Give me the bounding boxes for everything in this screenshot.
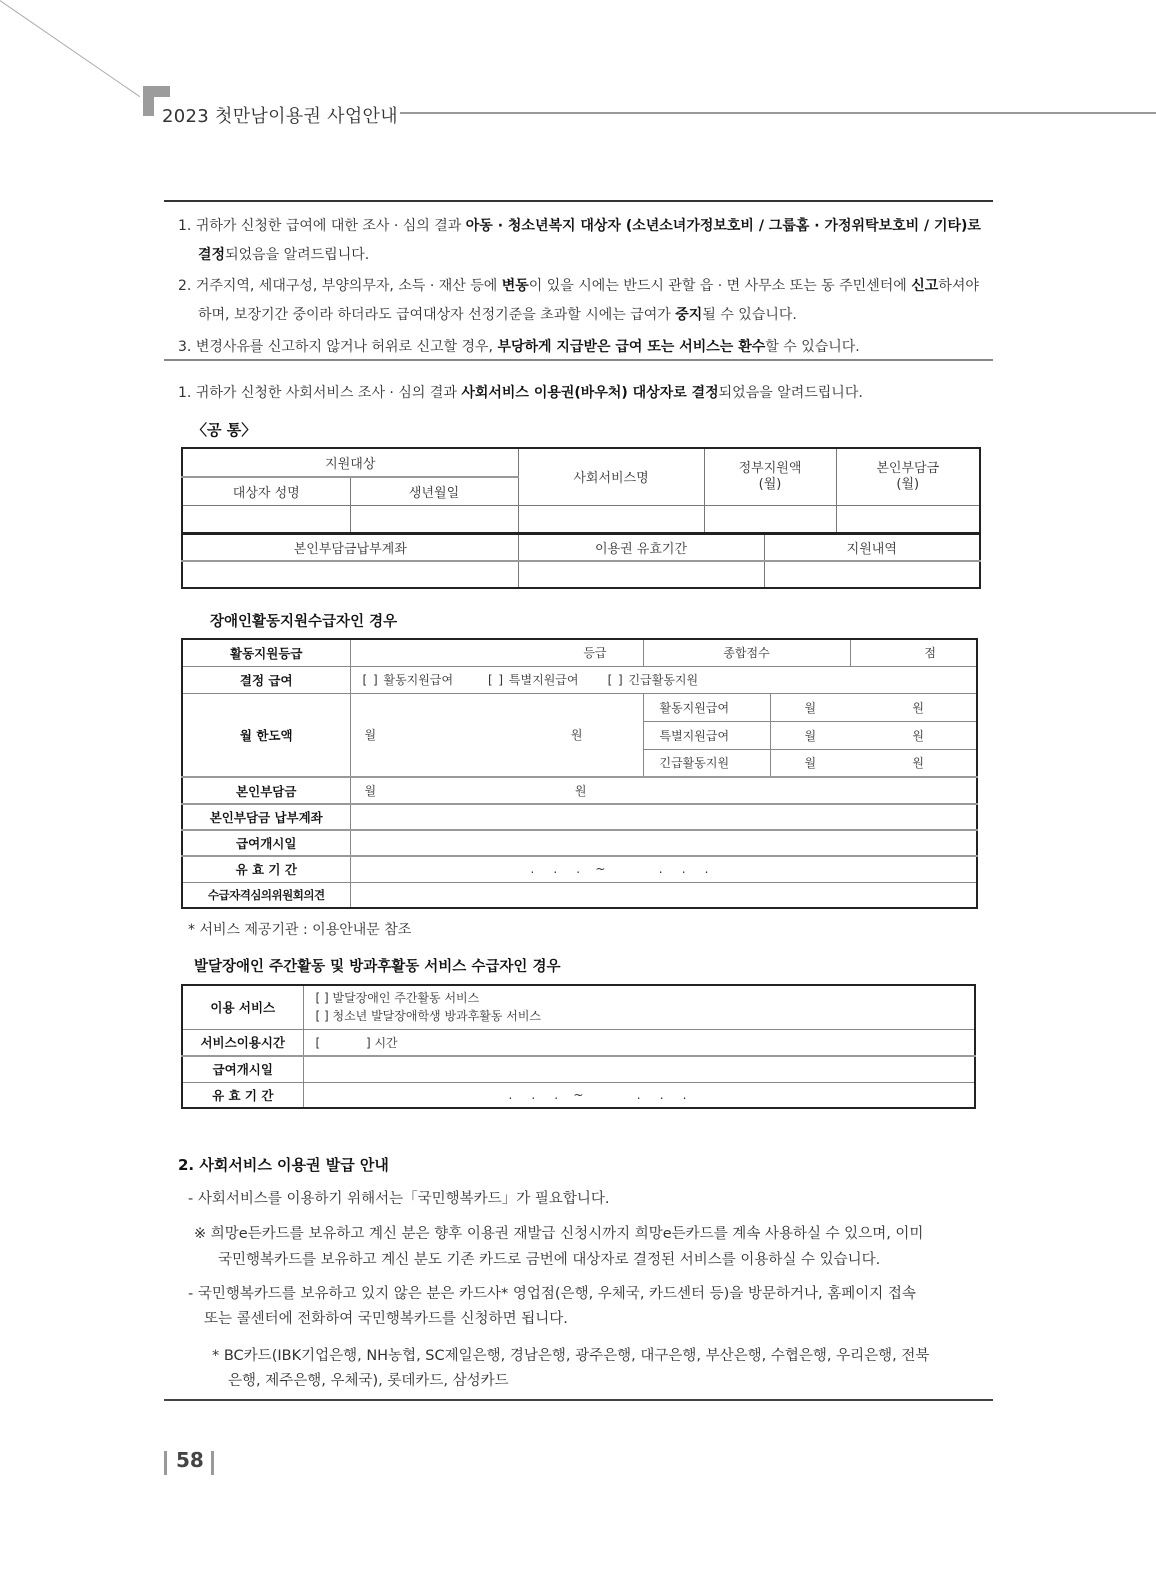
section-top-rule	[164, 200, 993, 202]
month-label: 월	[364, 784, 377, 798]
sub-emergency-month: 월	[770, 749, 850, 777]
item-text: 할 수 있습니다.	[765, 339, 860, 355]
sub-activity-month: 월	[770, 693, 850, 721]
label-payment-account: 본인부담금 납부계좌	[182, 804, 350, 830]
cell-use-service	[303, 985, 975, 1029]
label-benefit-start: 급여개시일	[182, 1056, 303, 1082]
notice1-item-1	[178, 212, 983, 270]
cell-recipient-name	[182, 505, 350, 533]
label-benefit-start: 급여개시일	[182, 830, 350, 856]
label-service-hours: 서비스이용시간	[182, 1029, 303, 1056]
label-use-service: 이용 서비스	[182, 985, 303, 1029]
header-recipient-name: 대상자 성명	[182, 477, 350, 505]
cell-voucher-validity	[518, 561, 764, 588]
header-text: (월)	[896, 476, 920, 492]
item-number: 1.	[178, 218, 192, 234]
cell-self-payment	[836, 505, 980, 533]
common-label: 〈공 통〉	[192, 421, 257, 439]
developmental-service-table	[181, 984, 976, 1109]
card-company-note-2: 은행, 제주은행, 우체국), 롯데카드, 삼성카드	[228, 1373, 509, 1389]
item-text: 하셔야	[938, 278, 979, 294]
voucher-section-title: 2. 사회서비스 이용권 발급 안내	[178, 1156, 389, 1174]
header-text: (월)	[758, 476, 782, 492]
cell-self-payment	[350, 777, 977, 804]
label-activity-grade: 활동지원등급	[182, 639, 350, 666]
item-bold-text: 신고	[911, 278, 939, 294]
item-number: 1.	[178, 385, 192, 401]
sub-activity-won: 원	[850, 693, 977, 721]
cell-grade: 등급	[350, 639, 643, 666]
checkbox-day-activity[interactable]: [ ] 발달장애인 주간활동 서비스	[315, 991, 480, 1006]
page-number: 58	[176, 1448, 204, 1472]
item-text: 귀하가 신청한 급여에 대한 조사 · 심의 결과	[195, 218, 466, 234]
label-monthly-limit: 월 한도액	[182, 693, 350, 777]
cell-support-detail	[764, 561, 980, 588]
item-bold-text: 변동	[501, 278, 529, 294]
header-service-name: 사회서비스명	[518, 448, 704, 505]
item-bold-text: 부당하게 지급받은 급여 또는 서비스는 환수	[497, 339, 766, 355]
header-target-group: 지원대상	[182, 448, 518, 477]
cell-monthly-limit	[350, 693, 643, 777]
checkbox-emergency-support[interactable]: [ ] 긴급활동지원	[607, 673, 699, 687]
voucher-note-line-2: 국민행복카드를 보유하고 계신 분도 기존 카드로 금번에 대상자로 결정된 서비스를 이용하실 수 있습니다.	[218, 1252, 881, 1268]
checkbox-after-school[interactable]: [ ] 청소년 발달장애학생 방과후활동 서비스	[315, 1009, 542, 1024]
header-gov-amount	[704, 448, 836, 505]
page-number-bar-right	[211, 1451, 214, 1475]
section-divider	[164, 359, 993, 361]
header-birthdate: 생년월일	[350, 477, 518, 505]
checkbox-special-support[interactable]: [ ] 특별지원급여	[487, 673, 579, 687]
service-provider-footnote: * 서비스 제공기관 : 이용안내문 참조	[188, 922, 412, 938]
cell-decision-benefit	[350, 666, 977, 693]
decorative-diagonal-line	[0, 0, 140, 97]
item-text: 귀하가 신청한 사회서비스 조사 · 심의 결과	[195, 385, 462, 401]
label-committee-opinion: 수급자격심의위원회의견	[182, 882, 350, 908]
header-text: 본인부담금	[876, 460, 940, 476]
cell-service-name	[518, 505, 704, 533]
checkbox-activity-support[interactable]: [ ] 활동지원급여	[362, 673, 454, 687]
cell-service-hours: [ ] 시간	[303, 1029, 975, 1056]
card-company-note-1: * BC카드(IBK기업은행, NH농협, SC제일은행, 경남은행, 광주은행, 대구은행, 부산은행, 수협은행, 우리은행, 전북	[212, 1348, 930, 1364]
label-self-payment: 본인부담금	[182, 777, 350, 804]
label-decision-benefit: 결정 급여	[182, 666, 350, 693]
item-bold-text: 결정	[198, 247, 226, 263]
header-voucher-validity: 이용권 유효기간	[518, 533, 764, 561]
label-total-score: 종합점수	[643, 639, 850, 666]
won-label: 원	[574, 784, 587, 798]
item-bold-text: 아동 · 청소년복지 대상자 (소년소녀가정보호비 / 그룹홈 · 가정위탁보호비 / 기타)로	[465, 218, 981, 234]
header-corner-mark-vertical	[143, 86, 154, 116]
cell-payment-account	[350, 804, 977, 830]
item-number: 2.	[178, 278, 192, 294]
page-number-bar-left	[164, 1451, 167, 1475]
running-header-title: 2023 첫만남이용권 사업안내	[162, 106, 398, 127]
header-support-detail: 지원내역	[764, 533, 980, 561]
cell-benefit-start	[350, 830, 977, 856]
cell-score: 점	[850, 639, 977, 666]
month-label: 월	[364, 728, 377, 743]
sub-activity-support: 활동지원급여	[643, 693, 770, 721]
cell-valid-period: . . . ~ . . .	[350, 856, 977, 882]
item-text: 되었음을 알려드립니다.	[718, 385, 863, 401]
cell-gov-amount	[704, 505, 836, 533]
won-label: 원	[570, 728, 583, 743]
item-text: 되었음을 알려드립니다.	[225, 247, 370, 263]
voucher-line-2b: 또는 콜센터에 전화하여 국민행복카드를 신청하면 됩니다.	[204, 1311, 568, 1327]
sub-special-won: 원	[850, 721, 977, 749]
sub-emergency-won: 원	[850, 749, 977, 777]
item-bold-text: 중지	[675, 307, 703, 323]
label-valid-period: 유 효 기 간	[182, 856, 350, 882]
voucher-line-2a: - 국민행복카드를 보유하고 있지 않은 분은 카드사* 영업점(은행, 우체국, 카드센터 등)을 방문하거나, 홈페이지 접속	[188, 1286, 916, 1302]
disability-activity-table	[181, 638, 978, 909]
header-self-payment	[836, 448, 980, 505]
voucher-line-1: - 사회서비스를 이용하기 위해서는「국민행복카드」가 필요합니다.	[188, 1191, 610, 1207]
item-text: 거주지역, 세대구성, 부양의무자, 소득 · 재산 등에	[195, 278, 502, 294]
item-text: 하며, 보장기간 중이라 하더라도 급여대상자 선정기준을 초과할 시에는 급여가	[198, 307, 676, 323]
notice1-item-3	[178, 333, 983, 362]
item-number: 3.	[178, 339, 192, 355]
developmental-section-title: 발달장애인 주간활동 및 방과후활동 서비스 수급자인 경우	[194, 959, 561, 975]
voucher-note-line-1: ※ 희망e든카드를 보유하고 계신 분은 향후 이용권 재발급 신청시까지 희망e든카드를 계속 사용하실 수 있으며, 이미	[194, 1226, 924, 1242]
item-text: 될 수 있습니다.	[702, 307, 797, 323]
notice1-item-2	[178, 272, 983, 330]
disability-section-title: 장애인활동지원수급자인 경우	[210, 614, 398, 630]
cell-birthdate	[350, 505, 518, 533]
item-text: 이 있을 시에는 반드시 관할 읍 · 면 사무소 또는 동 주민센터에	[528, 278, 912, 294]
cell-benefit-start	[303, 1056, 975, 1082]
sub-emergency-support: 긴급활동지원	[643, 749, 770, 777]
cell-committee-opinion	[350, 882, 977, 908]
cell-valid-period: . . . ~ . . .	[303, 1082, 975, 1108]
section-bottom-rule	[164, 1399, 993, 1401]
common-info-table	[181, 447, 981, 589]
cell-payment-account	[182, 561, 518, 588]
item-bold-text: 사회서비스 이용권(바우처) 대상자로 결정	[461, 385, 719, 401]
header-payment-account: 본인부담금납부계좌	[182, 533, 518, 561]
sub-special-support: 특별지원급여	[643, 721, 770, 749]
sub-special-month: 월	[770, 721, 850, 749]
header-text: 정부지원액	[738, 460, 802, 476]
header-rule	[400, 112, 1156, 114]
notice2-item-1	[178, 379, 983, 408]
item-text: 변경사유를 신고하지 않거나 허위로 신고할 경우,	[195, 339, 498, 355]
label-valid-period: 유 효 기 간	[182, 1082, 303, 1108]
